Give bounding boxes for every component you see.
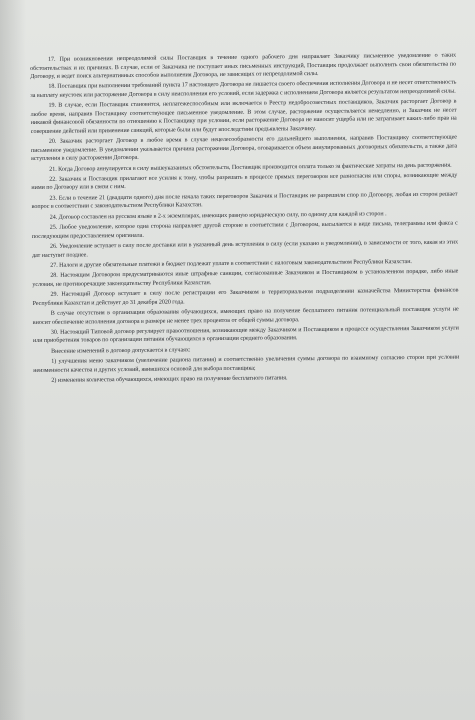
paragraph-23: 23. Если в течение 21 (двадцати одного) дня после начала таких переговоров Заказчик и Поставщик не разрешили спор по Договору, любая из сторон решает вопрос в соответствии с законодательством Республики Казахстан. [31, 191, 458, 211]
paragraph-18: 18. Поставщик при выполнении требований пункта 17 настоящего Договора не лишается своего обеспечения исполнения Договора и не несет ответственность за выплату неустоек или расторжение Договора в силу неисполнения его условий, если задержка с исполнением Договора является результатом непреодолимой силы. [30, 79, 457, 99]
paragraph-17: 17. При возникновении непреодолимой силы Поставщик в течение одного рабочего дня направляет Заказчику письменное уведомление о таких обстоятельствах и их причинах. В случае, если от Заказчика не поступает иных письменных инструкций, Поставщик продолжает выполнять свои обязательства по Договору, и ведет поиск альтернативных способов выполнения Договора, не зависящих от непреодолимой силы. [30, 52, 457, 80]
paragraph-no-students: В случае отсутствия в организации образования обучающихся, имеющих право на получение бесплатного питания потенциальный поставщик услуги не вносит обеспечение исполнения договора в размере не менее трех процентов от общей суммы договора. [32, 306, 459, 326]
paragraph-22: 22. Заказчик и Поставщик прилагают все усилия к тому, чтобы разрешать в процессе прямых переговоров все разногласия или споры, возникающие между ними по Договору или в связи с ним. [31, 172, 458, 192]
paragraph-19: 19. В случае, если Поставщик становится, неплатежеспособным или включается в Реестр недобросовестных поставщиков, Заказчик расторгает Договор в любое время, направив Поставщику соответствующее письменное уведомление. В этом случае, расторжение осуществляется немедленно, и Заказчик не несет никакой финансовой обязанности по отношению к Поставщику при условии, если расторжение Договора не наносит ущерба или не затрагивает каких-либо прав на совершение действий или применение санкций, которые были или будут впоследствии предъявлены Заказчику. [30, 98, 457, 135]
paragraph-25: 25. Любое уведомление, которое одна сторона направляет другой стороне в соответствии с Договором, высылается в виде письма, телеграммы или факса с последующим предоставлением оригинала. [31, 220, 458, 240]
paragraph-28: 28. Настоящим Договором предусматриваются иные штрафные санкции, согласованные Заказчиком и Поставщиком в установленном порядке, либо иные условия, не противоречащие законодательству Республики Казахстан. [32, 268, 459, 288]
amendment-item-1: 1) улучшения меню заказчиком (увеличение рациона питания) и соответственно увеличения суммы договора по взаимному согласию сторон при условии неизменности качества и других условий, явившихся основой для выбора поставщика; [33, 354, 460, 374]
contract-text [30, 52, 459, 388]
paragraph-21: 21. Когда Договор аннулируется в силу вышеуказанных обстоятельств, Поставщик производится оплата только за фактические затраты на день расторжения. [49, 162, 452, 173]
paragraph-20: 20. Заказчик расторгает Договор в любое время в случае нецелесообразности его дальнейшего выполнения, направив Поставщику соответствующее письменное уведомление. В уведомлении указывается причина расторжения Договора, оговаривается объем аннулированных договорных обязательств, а также дата вступления в силу расторжения Договора. [30, 134, 457, 163]
paragraph-amendments: Внесение изменений в договор допускается в случаях: [51, 347, 191, 355]
paragraph-27: 27. Налоги и другие обязательные платежи в бюджет подлежат уплате в соответствии с налоговым законодательством Республики Казахстан. [50, 258, 412, 269]
paragraph-29: 29. Настоящий Договор вступает в силу после регистрации его Заказчиком в территориальном подразделении казначейства Министерства финансов Республики Казахстан и действует до 31 декабря 2020 года. [32, 287, 459, 307]
paragraph-26: 26. Уведомление вступает в силу после доставки или в указанный день вступления в силу (если указано в уведомлении), в зависимости от того, какая из этих дат наступит позднее. [32, 239, 459, 259]
amendment-item-2: 2) изменения количества обучающихся, имеющих право на получение бесплатного питания. [51, 375, 288, 384]
page-edge-shadow [0, 0, 26, 720]
paragraph-24: 24. Договор составлен на русском языке в 2-х экземплярах, имеющих равную юридическую силу, по одному для каждой из сторон . [49, 211, 387, 221]
paragraph-30: 30. Настоящий Типовой договор регулирует правоотношения, возникающие между Заказчиком и Поставщиком в процессе осуществления Заказчиком услуги или приобретения товаров по организации питания обучающихся в организации среднего образования. [32, 325, 459, 345]
